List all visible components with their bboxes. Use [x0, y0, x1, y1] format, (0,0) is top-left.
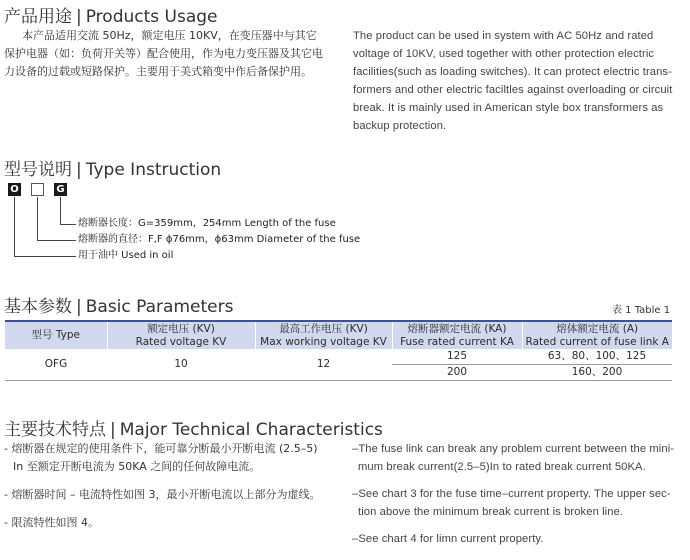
list-item: –See chart 3 for the fuse time–current property. The upper sec- — [352, 488, 671, 500]
heading-separator: | — [76, 297, 82, 317]
heading-en: Products Usage — [85, 7, 218, 27]
header-cn: 最高工作电压 (KV) — [279, 322, 368, 335]
usage-cn-paragraph-cont — [4, 45, 334, 81]
label-fuse-length: 熔断器长度：G=359mm，254mm Length of the fuse — [78, 218, 336, 229]
basic-parameters-table — [5, 322, 672, 381]
connector-line-diameter-horizontal — [37, 240, 76, 241]
header-en: Rated current of fuse link A — [525, 335, 669, 348]
list-item: –See chart 4 for limn current property. — [352, 533, 544, 545]
usage-en-line: backup protection. — [353, 120, 447, 132]
usage-en-line: break. It is mainly used in American style box transformers as — [353, 102, 664, 114]
connector-line-length-horizontal — [60, 224, 76, 225]
usage-en-line: facilities(such as loading switches). It can protect electric trans- — [353, 66, 672, 78]
type-instruction-heading — [4, 155, 221, 180]
heading-separator: | — [76, 160, 82, 180]
connector-line-length-vertical — [60, 197, 61, 224]
usage-en-line: formers and other electric faciltles against overloading or circuit — [353, 84, 673, 96]
header-cn: 熔断器额定电流 (KA) — [407, 322, 507, 335]
major-characteristics-heading — [4, 415, 383, 440]
cell-link-current: 63、80、100、125 — [522, 349, 672, 365]
list-item: –The fuse link can break any problem current between the mini- — [352, 443, 675, 455]
table-row — [5, 349, 672, 365]
cell-type: OFG — [5, 349, 107, 381]
basic-parameters-heading — [4, 292, 233, 317]
model-code-box-o: O — [8, 183, 21, 196]
usage-cn-line: 本产品适用交流 50Hz，额定电压 10KV，在变压器中与其它 — [22, 29, 317, 42]
heading-en: Type Instruction — [85, 160, 222, 180]
usage-cn-line: 保护电器（如：负荷开关等）配合使用，作为电力变压器及其它电 — [4, 47, 323, 60]
products-usage-heading — [4, 2, 218, 27]
heading-cn: 产品用途 — [4, 7, 72, 27]
heading-cn: 型号说明 — [4, 160, 72, 180]
heading-separator: | — [76, 7, 82, 27]
usage-en-line: voltage of 10KV, used together with other protection electric — [353, 48, 655, 60]
major-en-list — [352, 440, 687, 548]
header-cn: 熔体额定电流 (A) — [556, 322, 639, 335]
header-en: Fuse rated current KA — [400, 335, 514, 348]
list-item-cont: tion above the minimum break current is broken line. — [358, 506, 624, 518]
table-header-row — [5, 322, 672, 349]
list-item: - 限流特性如图 4。 — [4, 516, 99, 529]
col-header-type — [5, 322, 107, 349]
cell-fuse-current: 125 — [392, 349, 522, 365]
usage-en-paragraph — [353, 27, 683, 135]
connector-line-oil-vertical — [14, 197, 15, 256]
connector-line-diameter-vertical — [37, 197, 38, 240]
label-fuse-diameter: 熔断器的直径：F,F ϕ76mm，ϕ63mm Diameter of the fuse — [78, 234, 361, 245]
list-item: - 熔断器在规定的使用条件下，能可靠分断最小开断电流 (2.5–5) — [4, 442, 318, 455]
col-header-fuse-current — [392, 322, 522, 349]
heading-en: Basic Parameters — [85, 297, 234, 317]
table-label: 表 1 Table 1 — [612, 305, 671, 316]
col-header-rated-voltage — [107, 322, 255, 349]
major-cn-list — [4, 440, 344, 532]
header-cn: 额定电压 (KV) — [147, 322, 215, 335]
usage-cn-paragraph — [22, 27, 342, 45]
cell-rated-voltage: 10 — [107, 349, 255, 381]
heading-cn: 主要技术特点 — [4, 420, 106, 440]
col-header-link-current — [522, 322, 672, 349]
heading-en: Major Technical Characteristics — [119, 420, 383, 440]
cell-max-voltage: 12 — [255, 349, 392, 381]
usage-en-line: The product can be used in system with AC 50Hz and rated — [353, 30, 654, 42]
usage-cn-line: 力设备的过载或短路保护。主要用于美式箱变中作后备保护用。 — [4, 65, 312, 78]
header-en: Rated voltage KV — [135, 335, 227, 348]
list-item-cont: mum break current(2.5–5)In to rated break current 50KA. — [358, 461, 646, 473]
heading-cn: 基本参数 — [4, 297, 72, 317]
label-used-in-oil: 用于油中 Used in oil — [78, 250, 174, 261]
cell-fuse-current: 200 — [392, 365, 522, 381]
list-item: - 熔断器时间 – 电流特性如图 3，最小开断电流以上部分为虚线。 — [4, 488, 321, 501]
model-code-box-blank — [31, 183, 44, 196]
heading-separator: | — [110, 420, 116, 440]
header-en: Max working voltage KV — [260, 335, 387, 348]
list-item-cont: In 至额定开断电流为 50KA 之间的任何故障电流。 — [13, 460, 261, 473]
header-cn: 型号 Type — [31, 329, 80, 341]
col-header-max-voltage — [255, 322, 392, 349]
connector-line-oil-horizontal — [14, 256, 76, 257]
cell-link-current: 160、200 — [522, 365, 672, 381]
model-code-box-g: G — [54, 183, 67, 196]
